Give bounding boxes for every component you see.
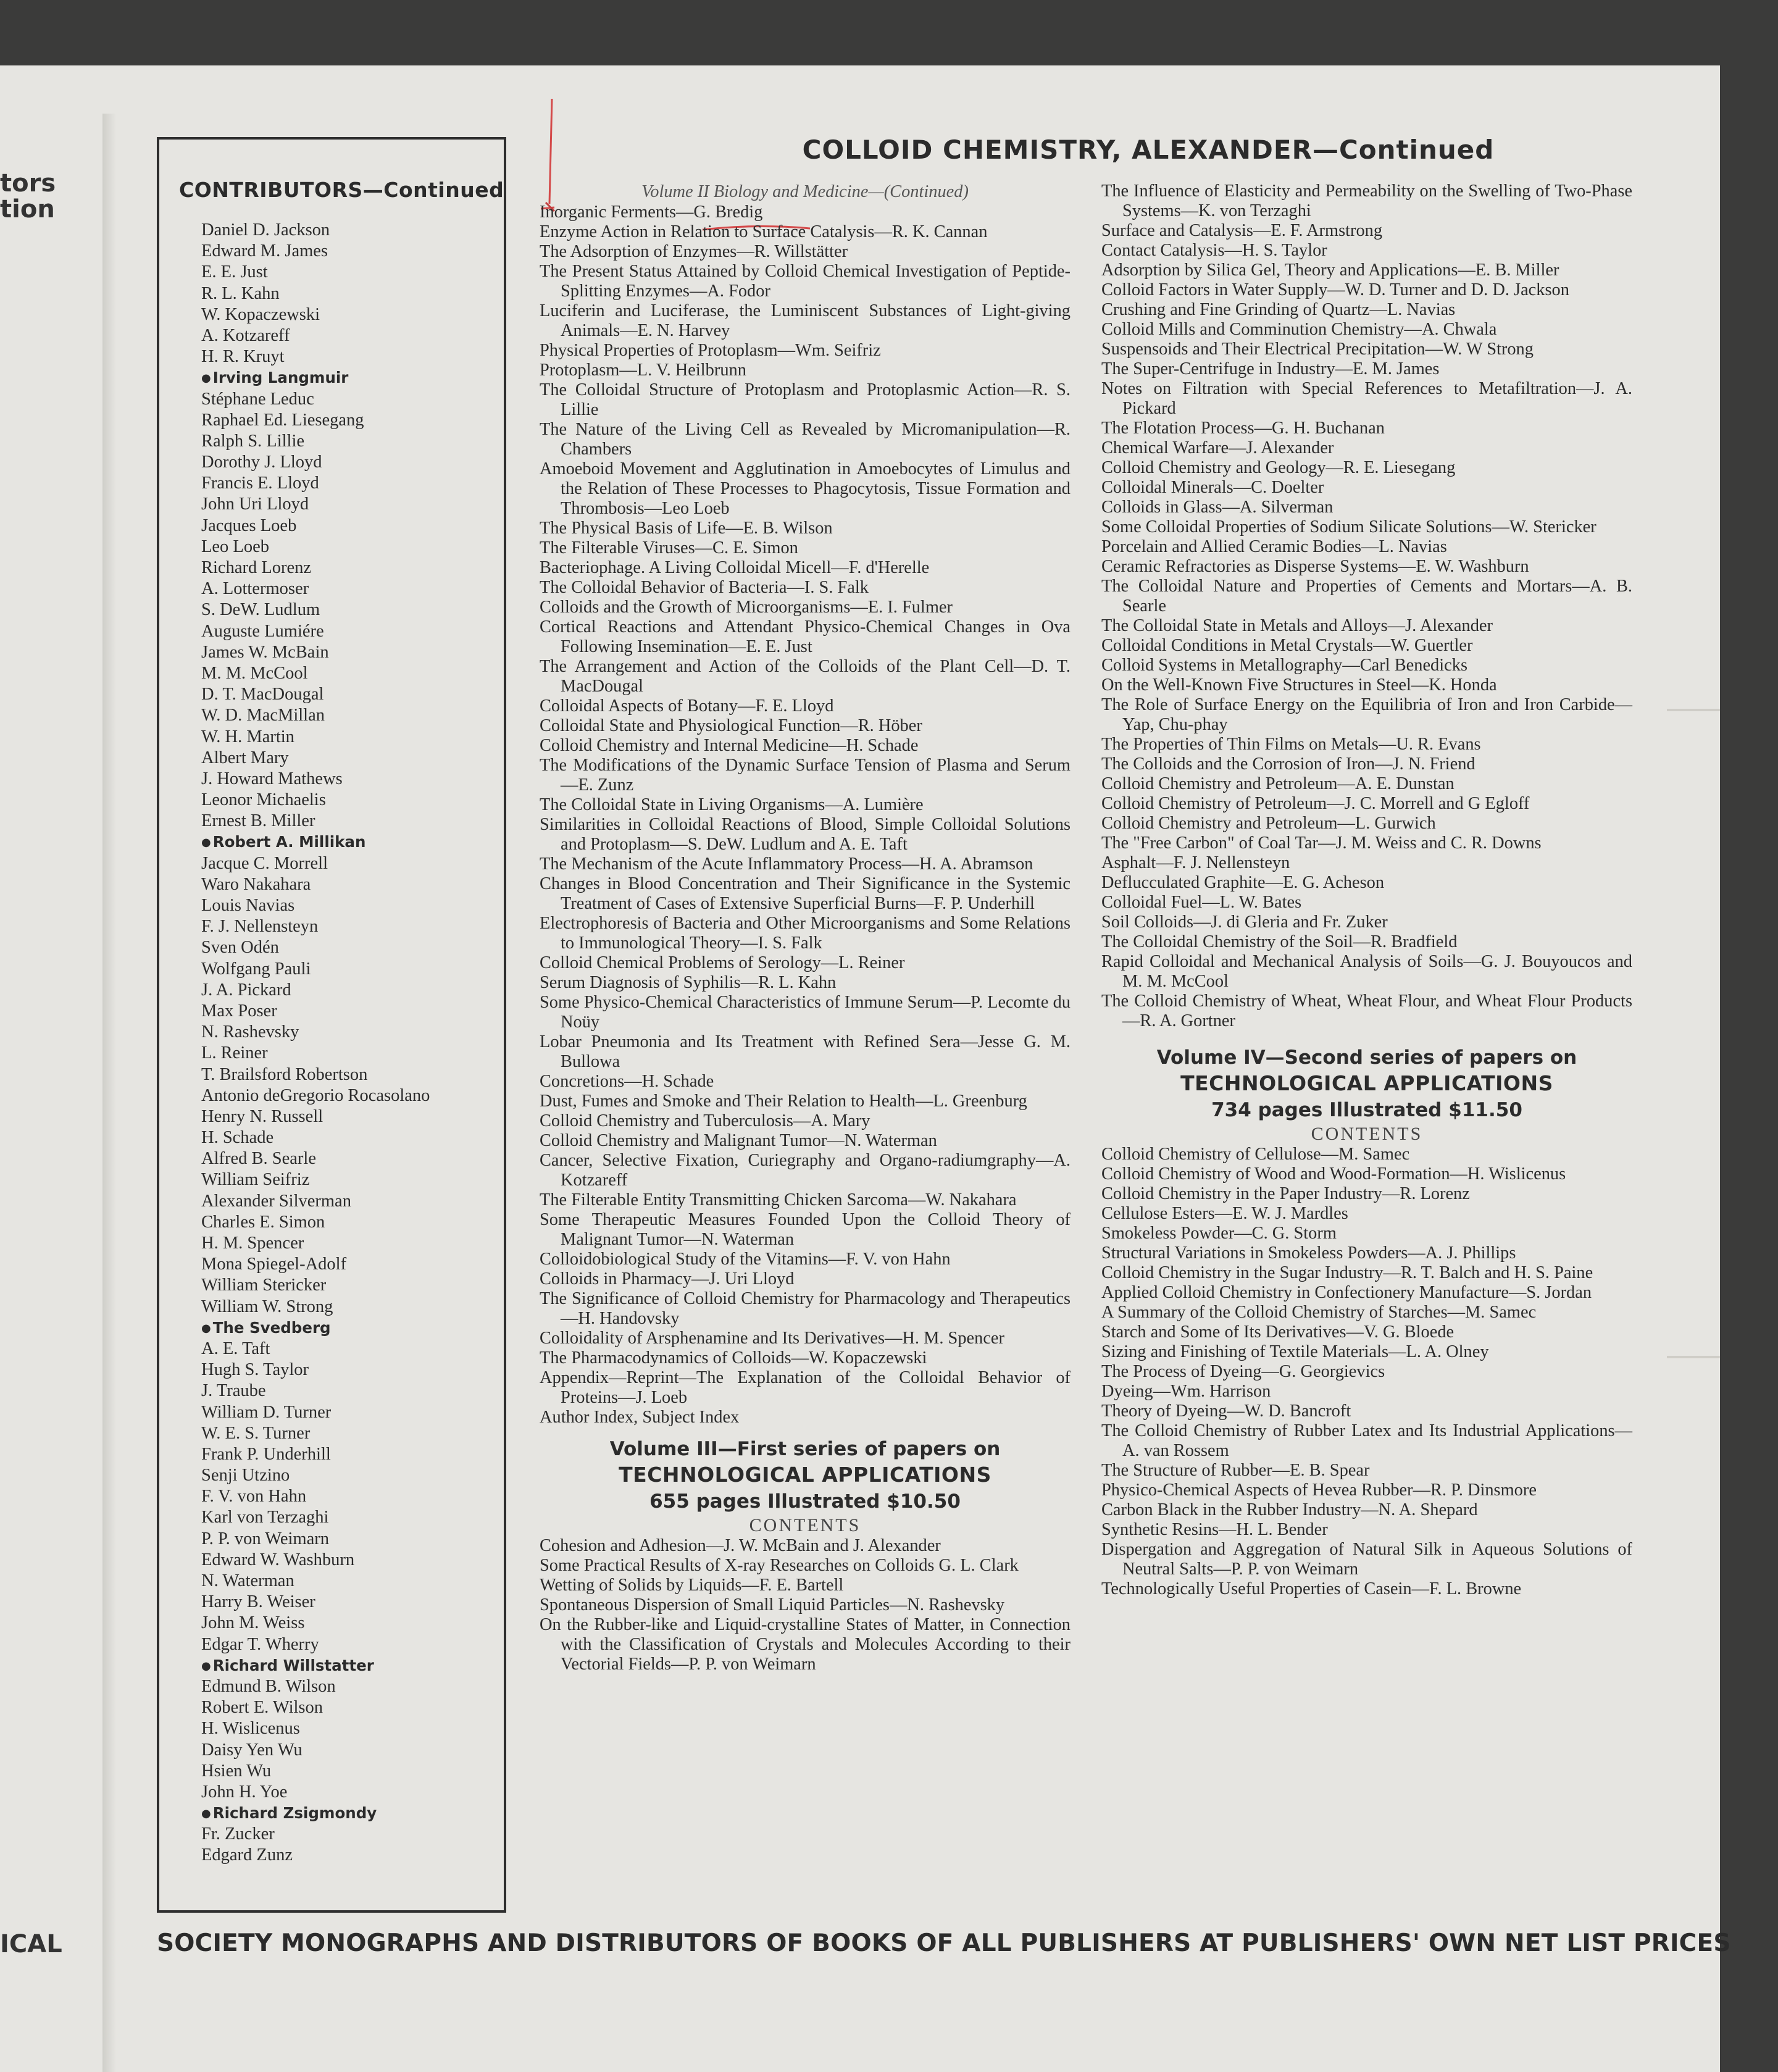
- contributor-name: Charles E. Simon: [201, 1212, 325, 1232]
- contents-entry: Colloidal Minerals—C. Doelter: [1101, 478, 1324, 497]
- contents-entry: Amoeboid Movement and Agglutination in Amoebocytes of Limulus and the Relation of These Processes to Phagocytosis, Tissue Formation and Thrombosis—Leo Loeb: [540, 459, 1071, 518]
- contents-entry: Protoplasm—L. V. Heilbrunn: [540, 361, 746, 380]
- contents-entry: Notes on Filtration with Special References to Metafiltration—J. A. Pickard: [1101, 379, 1632, 418]
- contents-entry: The Adsorption of Enzymes—R. Willstätter: [540, 242, 848, 261]
- contents-entry: Concretions—H. Schade: [540, 1072, 714, 1091]
- contents-entry: Starch and Some of Its Derivatives—V. G. Bloede: [1101, 1322, 1455, 1342]
- contributor-name: Ernest B. Miller: [201, 811, 315, 831]
- contents-entry: The Process of Dyeing—G. Georgievics: [1101, 1362, 1385, 1381]
- contributor-name: Robert E. Wilson: [201, 1698, 323, 1718]
- volume-4-price-line: 734 pages Illustrated $11.50: [1211, 1099, 1522, 1121]
- contents-entry: The Colloidal State in Metals and Alloys—J. Alexander: [1101, 616, 1493, 635]
- contributors-title: CONTRIBUTORS—Continued: [179, 178, 504, 202]
- contents-entry: Soil Colloids—J. di Gleria and Fr. Zuker: [1101, 913, 1388, 932]
- contributor-name: Harry B. Weiser: [201, 1592, 315, 1612]
- contributor-name: John M. Weiss: [201, 1613, 305, 1633]
- contributor-name: H. Schade: [201, 1128, 274, 1148]
- contents-entry: The Colloidal Nature and Properties of Cements and Mortars—A. B. Searle: [1101, 577, 1632, 616]
- contributor-name: Alfred B. Searle: [201, 1149, 316, 1169]
- contents-entry: Colloid Systems in Metallography—Carl Benedicks: [1101, 656, 1467, 675]
- contents-entry: Asphalt—F. J. Nellensteyn: [1101, 853, 1290, 872]
- contributor-name: Edgar T. Wherry: [201, 1634, 319, 1654]
- contents-entry: Ceramic Refractories as Disperse Systems—E. W. Washburn: [1101, 557, 1529, 576]
- contents-entry: Dispergation and Aggregation of Natural Silk in Aqueous Solutions of Neutral Salts—P. P. von Weimarn: [1101, 1540, 1632, 1579]
- contents-entry: Cohesion and Adhesion—J. W. McBain and J. Alexander: [540, 1536, 941, 1555]
- contributor-name: Max Poser: [201, 1001, 277, 1021]
- contributor-name: L. Reiner: [201, 1043, 268, 1063]
- contents-entry: Electrophoresis of Bacteria and Other Microorganisms and Some Relations to Immunological Theory—I. S. Falk: [540, 914, 1071, 953]
- contributor-name: William Seifriz: [201, 1170, 310, 1190]
- contents-entry: The Colloid Chemistry of Rubber Latex and Its Industrial Applications—A. van Rossem: [1101, 1421, 1632, 1460]
- contents-entry: Synthetic Resins—H. L. Bender: [1101, 1520, 1328, 1539]
- volume-3-contents-part-1: [540, 1536, 1071, 1674]
- contents-entry: Enzyme Action in Relation to Surface Catalysis—R. K. Cannan: [540, 222, 988, 241]
- contributor-name: E. E. Just: [201, 262, 268, 282]
- contributor-name: Louis Navias: [201, 896, 295, 915]
- contents-entry: The Influence of Elasticity and Permeability on the Swelling of Two-Phase Systems—K. von Terzaghi: [1101, 182, 1632, 220]
- column-middle: [540, 182, 1071, 1674]
- contributor-name: Dorothy J. Lloyd: [201, 453, 322, 472]
- contributor-name: ● The Svedberg: [201, 1318, 498, 1339]
- contents-entry: Colloidal Fuel—L. W. Bates: [1101, 893, 1302, 912]
- contributor-name: N. Rashevsky: [201, 1022, 299, 1042]
- contributor-name: Jacque C. Morrell: [201, 853, 328, 873]
- contributor-name: Senji Utzino: [201, 1466, 290, 1485]
- contributor-name: F. J. Nellensteyn: [201, 917, 319, 937]
- contributor-name: M. M. McCool: [201, 663, 308, 683]
- contents-entry: Colloid Chemistry and Internal Medicine—H. Schade: [540, 736, 919, 755]
- contents-entry: Colloid Factors in Water Supply—W. D. Turner and D. D. Jackson: [1101, 280, 1569, 299]
- contents-entry: Physico-Chemical Aspects of Hevea Rubber—R. P. Dinsmore: [1101, 1481, 1537, 1500]
- contents-entry: Cellulose Esters—E. W. J. Mardles: [1101, 1204, 1348, 1223]
- paper-crease: [1667, 709, 1720, 711]
- contributor-name: Antonio deGregorio Rocasolano: [201, 1085, 430, 1105]
- contributor-name: Daniel D. Jackson: [201, 220, 330, 240]
- column-right: [1101, 182, 1632, 1599]
- contributor-name: H. M. Spencer: [201, 1234, 304, 1253]
- contents-entry: Adsorption by Silica Gel, Theory and Applications—E. B. Miller: [1101, 261, 1559, 280]
- contributor-name: Jacques Loeb: [201, 516, 297, 535]
- contributor-name: Alexander Silverman: [201, 1191, 351, 1211]
- contents-entry: The Colloidal Behavior of Bacteria—I. S. Falk: [540, 578, 869, 597]
- volume-3-heading: [540, 1436, 1071, 1515]
- contributor-name: ● Richard Zsigmondy: [201, 1803, 498, 1824]
- contents-entry: Crushing and Fine Grinding of Quartz—L. Navias: [1101, 300, 1456, 319]
- contents-entry: The Role of Surface Energy on the Equilibria of Iron and Iron Carbide—Yap, Chu-phay: [1101, 695, 1632, 734]
- contents-entry: Some Therapeutic Measures Founded Upon the Colloid Theory of Malignant Tumor—N. Waterman: [540, 1210, 1071, 1249]
- contributor-name: J. A. Pickard: [201, 980, 291, 1000]
- contents-entry: The Pharmacodynamics of Colloids—W. Kopaczewski: [540, 1348, 927, 1368]
- contents-entry: Colloidality of Arsphenamine and Its Derivatives—H. M. Spencer: [540, 1329, 1004, 1348]
- edge-fragment-2: tion: [0, 195, 55, 223]
- contents-entry: The "Free Carbon" of Coal Tar—J. M. Weiss and C. R. Downs: [1101, 833, 1542, 853]
- contributor-name: Ralph S. Lillie: [201, 431, 305, 451]
- volume-3-contents-label: CONTENTS: [749, 1515, 861, 1535]
- contributor-name: William D. Turner: [201, 1402, 332, 1422]
- contributor-name: Fr. Zucker: [201, 1824, 275, 1844]
- contributor-name: A. Kotzareff: [201, 325, 290, 345]
- contents-entry: The Mechanism of the Acute Inflammatory Process—H. A. Abramson: [540, 854, 1033, 874]
- contents-entry: Suspensoids and Their Electrical Precipitation—W. W Strong: [1101, 340, 1534, 359]
- volume-2-subheading: Volume II Biology and Medicine—(Continued): [641, 182, 969, 201]
- contributor-name: Daisy Yen Wu: [201, 1740, 303, 1760]
- contents-entry: Cancer, Selective Fixation, Curiegraphy and Organo-radiumgraphy—A. Kotzareff: [540, 1151, 1071, 1190]
- contributor-name: W. E. S. Turner: [201, 1423, 311, 1443]
- contributor-name: Edward W. Washburn: [201, 1550, 355, 1569]
- volume-4-heading-line-1: Volume IV—Second series of papers on: [1156, 1046, 1577, 1069]
- contributor-name: Edmund B. Wilson: [201, 1676, 336, 1696]
- contents-entry: The Colloidal Structure of Protoplasm and Protoplasmic Action—R. S. Lillie: [540, 380, 1071, 419]
- volume-4-heading-line-2: TECHNOLOGICAL APPLICATIONS: [1180, 1071, 1553, 1095]
- volume-3-heading-line-2: TECHNOLOGICAL APPLICATIONS: [619, 1463, 991, 1487]
- page-fold: [102, 114, 116, 2072]
- contents-entry: Serum Diagnosis of Syphilis—R. L. Kahn: [540, 973, 837, 992]
- volume-2-contents: [540, 203, 1071, 1427]
- contents-entry: Contact Catalysis—H. S. Taylor: [1101, 241, 1327, 260]
- contributor-name: James W. McBain: [201, 642, 329, 662]
- volume-4-contents-label: CONTENTS: [1311, 1124, 1423, 1144]
- contents-entry: Colloid Chemistry of Cellulose—M. Samec: [1101, 1145, 1410, 1164]
- contents-entry: Wetting of Solids by Liquids—F. E. Bartell: [540, 1576, 844, 1595]
- contributor-name: D. T. MacDougal: [201, 685, 324, 704]
- contents-entry: Colloidal Conditions in Metal Crystals—W. Guertler: [1101, 636, 1473, 655]
- contributor-name: N. Waterman: [201, 1571, 294, 1590]
- contents-entry: Similarities in Colloidal Reactions of Blood, Simple Colloidal Solutions and Protoplasm—S. DeW. Ludlum and A. E. Taft: [540, 815, 1071, 854]
- contents-entry: Colloid Chemistry in the Sugar Industry—R. T. Balch and H. S. Paine: [1101, 1263, 1593, 1282]
- contents-entry: Theory of Dyeing—W. D. Bancroft: [1101, 1402, 1351, 1421]
- contents-entry: Colloid Chemistry and Geology—R. E. Liesegang: [1101, 458, 1456, 477]
- contributor-name: P. P. von Weimarn: [201, 1529, 329, 1548]
- contributor-name: H. Wislicenus: [201, 1719, 300, 1739]
- contents-entry: Luciferin and Luciferase, the Luminiscent Substances of Light-giving Animals—E. N. Harvey: [540, 301, 1071, 340]
- contents-entry: The Filterable Entity Transmitting Chicken Sarcoma—W. Nakahara: [540, 1190, 1017, 1209]
- contributor-name: Hugh S. Taylor: [201, 1360, 309, 1380]
- contents-entry: Colloidobiological Study of the Vitamins—F. V. von Hahn: [540, 1250, 951, 1269]
- contents-entry: Colloid Chemistry in the Paper Industry—R. Lorenz: [1101, 1184, 1470, 1203]
- contents-entry: The Nature of the Living Cell as Revealed by Micromanipulation—R. Chambers: [540, 420, 1071, 459]
- contents-entry: Colloid Mills and Comminution Chemistry—A. Chwala: [1101, 320, 1497, 339]
- contents-entry: Deflucculated Graphite—E. G. Acheson: [1101, 873, 1385, 892]
- contents-entry: The Physical Basis of Life—E. B. Wilson: [540, 519, 833, 538]
- contributor-name: Edgard Zunz: [201, 1845, 293, 1865]
- contributor-name: J. Howard Mathews: [201, 769, 343, 788]
- contents-entry: On the Well-Known Five Structures in Steel—K. Honda: [1101, 675, 1497, 695]
- contributor-name: J. Traube: [201, 1381, 266, 1401]
- contents-entry: Carbon Black in the Rubber Industry—N. A. Shepard: [1101, 1500, 1478, 1519]
- contributor-name: W. H. Martin: [201, 727, 294, 746]
- volume-4-heading: [1101, 1045, 1632, 1124]
- contributor-name: Wolfgang Pauli: [201, 959, 311, 979]
- contributor-name: T. Brailsford Robertson: [201, 1064, 368, 1084]
- contents-entry: Physical Properties of Protoplasm—Wm. Seifriz: [540, 341, 881, 360]
- contributor-name: W. Kopaczewski: [201, 304, 320, 324]
- section-title: COLLOID CHEMISTRY, ALEXANDER—Continued: [802, 135, 1495, 165]
- contents-entry: Sizing and Finishing of Textile Materials—L. A. Olney: [1101, 1342, 1489, 1361]
- contributor-name: William W. Strong: [201, 1297, 333, 1316]
- edge-fragment-1: tors: [0, 169, 56, 198]
- contents-entry: Colloid Chemistry of Wood and Wood-Formation—H. Wislicenus: [1101, 1164, 1566, 1184]
- contents-entry: Some Practical Results of X-ray Researches on Colloids G. L. Clark: [540, 1556, 1019, 1575]
- contents-entry: Spontaneous Dispersion of Small Liquid Particles—N. Rashevsky: [540, 1595, 1005, 1615]
- contents-entry: The Colloidal State in Living Organisms—A. Lumière: [540, 795, 924, 814]
- contents-entry: Cortical Reactions and Attendant Physico-Chemical Changes in Ova Following Insemination—E. E. Just: [540, 617, 1071, 656]
- contributor-name: Albert Mary: [201, 748, 289, 767]
- contents-entry: Inorganic Ferments—G. Bredig: [540, 203, 763, 222]
- contents-entry: Dyeing—Wm. Harrison: [1101, 1382, 1271, 1401]
- contributor-name: ● Richard Willstatter: [201, 1655, 498, 1676]
- contents-entry: Rapid Colloidal and Mechanical Analysis of Soils—G. J. Bouyoucos and M. M. McCool: [1101, 952, 1632, 991]
- contents-entry: Structural Variations in Smokeless Powders—A. J. Phillips: [1101, 1243, 1516, 1263]
- contents-entry: Colloids in Glass—A. Silverman: [1101, 498, 1334, 517]
- contributor-name: A. Lottermoser: [201, 579, 309, 599]
- contributor-name: Edward M. James: [201, 241, 328, 261]
- contributor-name: William Stericker: [201, 1276, 327, 1295]
- contents-entry: Colloid Chemistry and Tuberculosis—A. Mary: [540, 1111, 870, 1130]
- contents-entry: The Super-Centrifuge in Industry—E. M. James: [1101, 359, 1440, 378]
- contents-entry: Colloids in Pharmacy—J. Uri Lloyd: [540, 1269, 795, 1289]
- contents-entry: The Properties of Thin Films on Metals—U. R. Evans: [1101, 735, 1481, 754]
- contributor-name: Frank P. Underhill: [201, 1444, 331, 1464]
- contributor-name: Richard Lorenz: [201, 558, 312, 577]
- contributor-name: ● Robert A. Millikan: [201, 832, 498, 853]
- contributor-name: Mona Spiegel-Adolf: [201, 1255, 347, 1274]
- contents-entry: A Summary of the Colloid Chemistry of Starches—M. Samec: [1101, 1303, 1537, 1322]
- contents-entry: The Arrangement and Action of the Colloids of the Plant Cell—D. T. MacDougal: [540, 657, 1071, 696]
- contents-entry: Smokeless Powder—C. G. Storm: [1101, 1224, 1337, 1243]
- contents-entry: Chemical Warfare—J. Alexander: [1101, 438, 1334, 457]
- contents-entry: Applied Colloid Chemistry in Confectionery Manufacture—S. Jordan: [1101, 1283, 1592, 1302]
- contents-entry: Lobar Pneumonia and Its Treatment with Refined Sera—Jesse G. M. Bullowa: [540, 1032, 1071, 1071]
- paper-crease: [1667, 1356, 1720, 1358]
- contributors-list: [201, 220, 498, 1866]
- contributor-name: John Uri Lloyd: [201, 495, 309, 514]
- contents-entry: The Colloidal Chemistry of the Soil—R. Bradfield: [1101, 932, 1458, 951]
- contributor-name: Henry N. Russell: [201, 1106, 323, 1126]
- contributor-name: H. R. Kruyt: [201, 347, 285, 367]
- contents-entry: Dust, Fumes and Smoke and Their Relation to Health—L. Greenburg: [540, 1092, 1027, 1111]
- contents-entry: The Structure of Rubber—E. B. Spear: [1101, 1461, 1370, 1480]
- contributor-name: Hsien Wu: [201, 1761, 272, 1781]
- volume-3-contents-part-2: [1101, 182, 1632, 1031]
- contents-entry: Colloid Chemistry and Petroleum—A. E. Dunstan: [1101, 774, 1455, 793]
- contributor-name: John H. Yoe: [201, 1782, 288, 1802]
- contents-entry: Some Colloidal Properties of Sodium Silicate Solutions—W. Stericker: [1101, 517, 1596, 537]
- contents-entry: Porcelain and Allied Ceramic Bodies—L. Navias: [1101, 537, 1447, 556]
- contributor-name: Leonor Michaelis: [201, 790, 326, 810]
- edge-fragment-3: ICAL: [0, 1930, 62, 1958]
- contributor-name: A. E. Taft: [201, 1339, 270, 1358]
- contributor-name: W. D. MacMillan: [201, 706, 325, 725]
- contents-entry: Surface and Catalysis—E. F. Armstrong: [1101, 221, 1383, 240]
- footer-banner: SOCIETY MONOGRAPHS AND DISTRIBUTORS OF BOOKS OF ALL PUBLISHERS AT PUBLISHERS' OWN NET LIST PRICES: [157, 1929, 1731, 1957]
- volume-3-heading-line-1: Volume III—First series of papers on: [609, 1438, 1001, 1460]
- contents-entry: On the Rubber-like and Liquid-crystalline States of Matter, in Connection with the Classification of Crystals and Molecules According to their Vectorial Fields—P. P. von Weimarn: [540, 1615, 1071, 1674]
- contributor-name: F. V. von Hahn: [201, 1487, 307, 1506]
- contributor-name: Auguste Lumiére: [201, 621, 324, 641]
- contents-entry: The Colloid Chemistry of Wheat, Wheat Flour, and Wheat Flour Products—R. A. Gortner: [1101, 992, 1632, 1030]
- contents-entry: Changes in Blood Concentration and Their Significance in the Systemic Treatment of Cases of Extensive Superficial Burns—F. P. Underhill: [540, 874, 1071, 913]
- contents-entry: The Present Status Attained by Colloid Chemical Investigation of Peptide-Splitting Enzymes—A. Fodor: [540, 262, 1071, 301]
- contents-entry: Some Physico-Chemical Characteristics of Immune Serum—P. Lecomte du Noüy: [540, 993, 1071, 1032]
- volume-4-contents: [1101, 1145, 1632, 1599]
- contents-entry: Bacteriophage. A Living Colloidal Micell—F. d'Herelle: [540, 558, 930, 577]
- contributor-name: Leo Loeb: [201, 537, 269, 556]
- contributor-name: ● Irving Langmuir: [201, 367, 498, 388]
- contents-entry: Colloidal State and Physiological Function—R. Höber: [540, 716, 922, 735]
- contents-entry: Colloid Chemistry and Petroleum—L. Gurwich: [1101, 814, 1436, 833]
- contents-entry: The Significance of Colloid Chemistry for Pharmacology and Therapeutics—H. Handovsky: [540, 1289, 1071, 1328]
- contributor-name: Francis E. Lloyd: [201, 474, 319, 493]
- contents-entry: The Modifications of the Dynamic Surface Tension of Plasma and Serum—E. Zunz: [540, 756, 1071, 795]
- contents-entry: Technologically Useful Properties of Casein—F. L. Browne: [1101, 1579, 1522, 1598]
- contributor-name: R. L. Kahn: [201, 283, 280, 303]
- contributor-name: Raphael Ed. Liesegang: [201, 410, 364, 430]
- contents-entry: The Colloids and the Corrosion of Iron—J. N. Friend: [1101, 754, 1475, 774]
- contributor-name: Karl von Terzaghi: [201, 1508, 329, 1527]
- volume-3-price-line: 655 pages Illustrated $10.50: [649, 1490, 961, 1513]
- contents-entry: Colloid Chemical Problems of Serology—L. Reiner: [540, 953, 905, 972]
- contents-entry: Colloid Chemistry and Malignant Tumor—N. Waterman: [540, 1131, 937, 1150]
- contents-entry: Colloidal Aspects of Botany—F. E. Lloyd: [540, 696, 834, 716]
- contributor-name: Sven Odén: [201, 938, 279, 958]
- contents-entry: Author Index, Subject Index: [540, 1408, 740, 1427]
- contents-entry: The Flotation Process—G. H. Buchanan: [1101, 419, 1385, 438]
- contents-entry: Colloids and the Growth of Microorganisms—E. I. Fulmer: [540, 598, 953, 617]
- contributor-name: S. DeW. Ludlum: [201, 600, 320, 620]
- contributor-name: Waro Nakahara: [201, 874, 311, 894]
- contributor-name: Stéphane Leduc: [201, 389, 314, 409]
- contents-entry: Colloid Chemistry of Petroleum—J. C. Morrell and G Egloff: [1101, 794, 1530, 813]
- contents-entry: The Filterable Viruses—C. E. Simon: [540, 538, 798, 558]
- contents-entry: Appendix—Reprint—The Explanation of the Colloidal Behavior of Proteins—J. Loeb: [540, 1368, 1071, 1407]
